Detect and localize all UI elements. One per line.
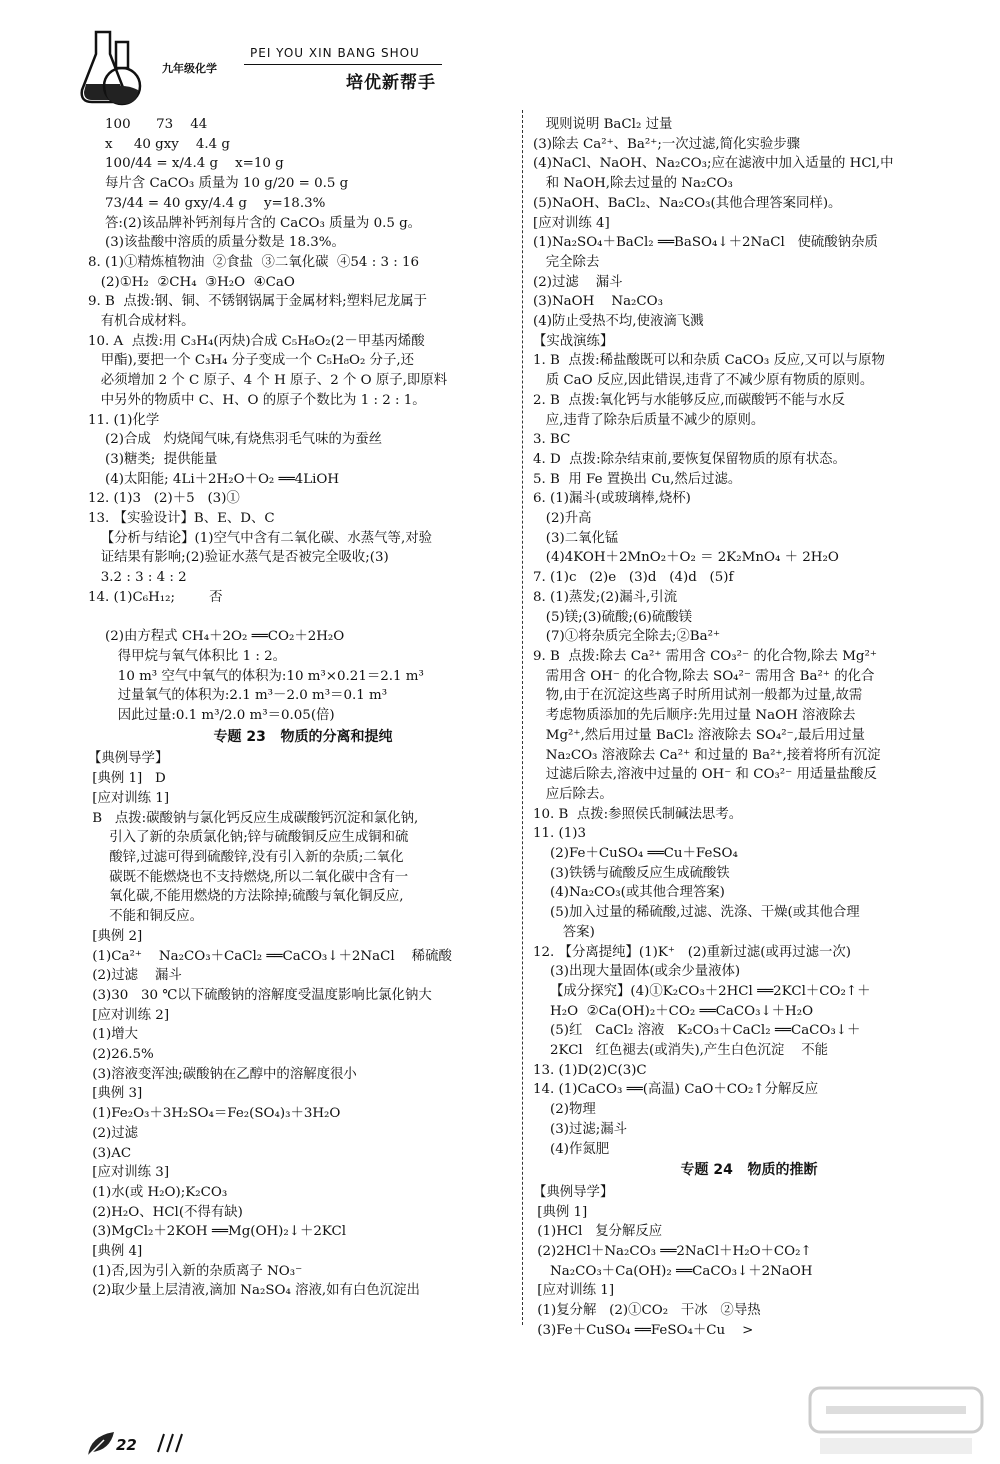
text-line: 氧化碳,不能用燃烧的方法除掉;硫酸与氧化铜反应, (88, 889, 404, 905)
text-line: (3)30 30 ℃以下硫酸钠的溶解度受温度影响比氯化钠大 (88, 987, 432, 1003)
text-line: 和 NaOH,除去过量的 Na₂CO₃ (533, 176, 733, 192)
section-heading: 专题 24 物质的推断 (680, 1162, 818, 1179)
text-line: [应对训练 4] (533, 215, 610, 231)
text-line: 有机合成材料。 (88, 314, 195, 330)
text-line: (5)NaOH、BaCl₂、Na₂CO₃(其他合理答案同样)。 (533, 195, 842, 211)
leaf-icon (86, 1430, 116, 1458)
text-line: (2)由方程式 CH₄＋2O₂ ══CO₂＋2H₂O (88, 629, 345, 645)
text-line: 2. B 点拨:氧化钙与水能够反应,而碳酸钙不能与水反 (533, 392, 845, 408)
text-line: (2)过滤 漏斗 (533, 274, 623, 290)
text-line: 酸锌,过滤可得到硫酸锌,没有引入新的杂质;二氧化 (88, 850, 404, 865)
text-line: 13. 【实验设计】B、E、D、C (88, 511, 275, 527)
text-line: 14. (1)C₆H₁₂; 否 (88, 589, 223, 605)
text-line: (5)镁;(3)硫酸;(6)硫酸镁 (533, 609, 693, 625)
text-line: 过滤后除去,溶液中过量的 OH⁻ 和 CO₃²⁻ 用适量盐酸反 (533, 767, 877, 783)
watermark-logo-icon (806, 1384, 986, 1458)
text-line: (2)取少量上层清液,滴加 Na₂SO₄ 溶液,如有白色沉淀出 (88, 1283, 420, 1299)
text-line: 6. (1)漏斗(或玻璃棒,烧杯) (533, 491, 691, 507)
text-line: (2)过滤 (88, 1125, 139, 1141)
text-line: [典例 1] D (88, 771, 166, 787)
text-line: 应,违背了除杂后质量不减少的原则。 (533, 412, 765, 428)
left-column (88, 115, 518, 1301)
right-column (533, 115, 965, 1341)
page-number: 22 (116, 1436, 137, 1454)
text-line: (3)除去 Ca²⁺、Ba²⁺;一次过滤,简化实验步骤 (533, 136, 800, 152)
text-line: 现则说明 BaCl₂ 过量 (533, 117, 673, 132)
text-line: (1)Fe₂O₃＋3H₂SO₄＝Fe₂(SO₄)₃＋3H₂O (88, 1106, 341, 1122)
text-line: (3)溶液变浑浊;碳酸钠在乙醇中的溶解度很小 (88, 1066, 357, 1082)
text-line: 过量氧气的体积为:2.1 m³－2.0 m³＝0.1 m³ (88, 688, 388, 704)
text-line: x 40 gxy 4.4 g (88, 136, 230, 152)
text-line (88, 608, 518, 628)
lab-flasks-icon (78, 28, 158, 108)
text-line: 答:(2)该品牌补钙剂每片含的 CaCO₃ 质量为 0.5 g。 (88, 215, 422, 231)
text-line: (4)Na₂CO₃(或其他合理答案) (533, 885, 725, 901)
text-line: (2)H₂O、HCl(不得有缺) (88, 1204, 243, 1220)
text-line: (4)防止受热不均,使液滴飞溅 (533, 314, 704, 330)
text-line: (3)出现大量固体(或余少量液体) (533, 964, 741, 980)
text-line: 73/44 = 40 gxy/4.4 g y=18.3% (88, 195, 326, 211)
text-line: 因此过量:0.1 m³/2.0 m³＝0.05(倍) (88, 708, 335, 724)
text-line: [典例 2] (88, 928, 143, 944)
text-line: (3)MgCl₂＋2KOH ══Mg(OH)₂↓＋2KCl (88, 1224, 347, 1240)
text-line: 引入了新的杂质氯化钠;锌与硫酸铜反应生成铜和硫 (88, 830, 409, 846)
text-line: 8. (1)①精炼植物油 ②食盐 ③二氧化碳 ④54 : 3 : 16 (88, 254, 420, 270)
slash-ornament-icon (150, 1432, 184, 1454)
text-line: 100/44 = x/4.4 g x=10 g (88, 156, 284, 172)
text-line: 甲酯),要把一个 C₃H₄ 分子变成一个 C₅H₈O₂ 分子,还 (88, 353, 415, 369)
text-line: 中另外的物质中 C、H、O 的原子个数比为 1 : 2 : 1。 (88, 392, 426, 408)
text-line: (2)①H₂ ②CH₄ ③H₂O ④CaO (88, 274, 295, 290)
series-title: 培优新帮手 (346, 73, 436, 93)
text-line: (3)该盐酸中溶质的质量分数是 18.3%。 (88, 235, 345, 251)
text-line: [应对训练 3] (88, 1165, 170, 1181)
text-line: 3. BC (533, 432, 571, 448)
header-rule (244, 64, 442, 65)
section-heading: 专题 23 物质的分离和提纯 (213, 728, 393, 745)
text-line: (4)太阳能; 4Li＋2H₂O＋O₂ ══4LiOH (88, 471, 340, 487)
text-line: 【分析与结论】(1)空气中含有二氧化碳、水蒸气等,对验 (88, 530, 432, 546)
text-line: 7. (1)c (2)e (3)d (4)d (5)f (533, 570, 734, 586)
text-line: H₂O ②Ca(OH)₂＋CO₂ ══CaCO₃↓＋H₂O (533, 1003, 814, 1019)
text-line: [典例 3] (88, 1086, 143, 1102)
text-line: (2)Fe＋CuSO₄ ══Cu＋FeSO₄ (533, 846, 738, 862)
text-line: (2)26.5% (88, 1047, 154, 1063)
text-line: 10 m³ 空气中氧气的体积为:10 m³×0.21＝2.1 m³ (88, 668, 424, 684)
text-line: (3)Fe＋CuSO₄ ══FeSO₄＋Cu > (533, 1322, 754, 1338)
column-divider (522, 110, 523, 1325)
text-line: (4)NaCl、NaOH、Na₂CO₃;应在滤液中加入适量的 HCl,中 (533, 156, 894, 172)
text-line: 完全除去 (533, 254, 600, 270)
text-line: 【实战演练】 (533, 333, 614, 349)
text-line: (1)水(或 H₂O);K₂CO₃ (88, 1184, 228, 1200)
text-line: (4)4KOH＋2MnO₂＋O₂ ＝ 2K₂MnO₄ ＋ 2H₂O (533, 550, 839, 566)
text-line: Na₂CO₃＋Ca(OH)₂ ══CaCO₃↓＋2NaOH (533, 1263, 813, 1279)
text-line: 1. B 点拨:稀盐酸既可以和杂质 CaCO₃ 反应,又可以与原物 (533, 353, 885, 369)
text-line: 14. (1)CaCO₃ ══(高温) CaO＋CO₂↑分解反应 (533, 1082, 819, 1098)
text-line: 答案) (533, 924, 595, 940)
text-line: 2KCl 红色褪去(或消失),产生白色沉淀 不能 (533, 1043, 829, 1059)
text-line: 12. (1)3 (2)＋5 (3)① (88, 491, 240, 507)
text-line: (2)合成 灼烧闻气味,有烧焦羽毛气味的为蚕丝 (88, 432, 383, 448)
text-line: 11. (1)3 (533, 826, 587, 842)
text-line: 12. 【分离提纯】(1)K⁺ (2)重新过滤(或再过滤一次) (533, 944, 852, 960)
text-line: 【成分探究】(4)①K₂CO₃＋2HCl ══2KCl＋CO₂↑＋ (533, 983, 871, 999)
text-line: Na₂CO₃ 溶液除去 Ca²⁺ 和过量的 Ba²⁺,接着将所有沉淀 (533, 747, 881, 763)
text-line: 8. (1)蒸发;(2)漏斗,引流 (533, 589, 678, 605)
text-line: 5. B 用 Fe 置换出 Cu,然后过滤。 (533, 471, 742, 487)
text-line: (3)糖类; 提供能量 (88, 451, 218, 467)
text-line: (3)过滤;漏斗 (533, 1121, 628, 1137)
text-line: 需用含 OH⁻ 的化合物,除去 SO₄²⁻ 需用含 Ba²⁺ 的化合 (533, 668, 875, 684)
text-line: (1)Ca²⁺ Na₂CO₃＋CaCl₂ ══CaCO₃↓＋2NaCl 稀硫酸 (88, 948, 452, 964)
text-line: (1)HCl 复分解反应 (533, 1224, 663, 1240)
text-line: (7)①将杂质完全除去;②Ba²⁺ (533, 629, 721, 645)
text-line: 9. B 点拨:钢、铜、不锈钢锅属于金属材料;塑料尼龙属于 (88, 294, 428, 310)
text-line: 10. A 点拨:用 C₃H₄(丙炔)合成 C₅H₈O₂(2－甲基丙烯酸 (88, 333, 425, 349)
text-line: Mg²⁺,然后用过量 BaCl₂ 溶液除去 SO₄²⁻,最后用过量 (533, 727, 865, 743)
text-line: 不能和铜反应。 (88, 909, 204, 925)
text-line: (1)增大 (88, 1027, 139, 1043)
text-line: 3.2 : 3 : 4 : 2 (88, 570, 187, 586)
text-line: (3)二氧化锰 (533, 530, 619, 546)
text-line: (3)铁锈与硫酸反应生成硫酸铁 (533, 865, 730, 881)
page-header (78, 28, 458, 108)
text-line: (2)过滤 漏斗 (88, 968, 182, 984)
text-line: 必须增加 2 个 C 原子、4 个 H 原子、2 个 O 原子,即原料 (88, 373, 448, 389)
text-line: 质 CaO 反应,因此错误,违背了不减少原有物质的原则。 (533, 373, 874, 389)
text-line: 4. D 点拨:除杂结束前,要恢复保留物质的原有状态。 (533, 451, 846, 467)
text-line: (2)2HCl＋Na₂CO₃ ══2NaCl＋H₂O＋CO₂↑ (533, 1244, 812, 1260)
text-line: (5)红 CaCl₂ 溶液 K₂CO₃＋CaCl₂ ══CaCO₃↓＋ (533, 1023, 861, 1039)
text-line: 13. (1)D(2)C(3)C (533, 1062, 647, 1078)
text-line: (3)NaOH Na₂CO₃ (533, 294, 664, 310)
text-line: (1)Na₂SO₄＋BaCl₂ ══BaSO₄↓＋2NaCl 使硫酸钠杂质 (533, 235, 878, 251)
text-line: 100 73 44 (88, 117, 208, 132)
text-line: (1)复分解 (2)①CO₂ 干冰 ②导热 (533, 1303, 761, 1319)
series-pinyin: PEI YOU XIN BANG SHOU (250, 46, 420, 60)
text-line: (4)作氮肥 (533, 1141, 610, 1157)
text-line: 得甲烷与氧气体积比 1 : 2。 (88, 648, 287, 664)
text-line: [应对训练 2] (88, 1007, 170, 1023)
text-line: 11. (1)化学 (88, 412, 160, 428)
text-line: (3)AC (88, 1145, 132, 1161)
text-line: 考虑物质添加的先后顺序:先用过量 NaOH 溶液除去 (533, 708, 856, 724)
grade-label: 九年级化学 (162, 62, 217, 75)
text-line: 物,由于在沉淀这些离子时所用试剂一般都为过量,故需 (533, 688, 863, 704)
text-line: 碳既不能燃烧也不支持燃烧,所以二氧化碳中含有一 (88, 869, 409, 885)
text-line: (1)否,因为引入新的杂质离子 NO₃⁻ (88, 1263, 303, 1279)
text-line: (5)加入过量的稀硫酸,过滤、洗涤、干燥(或其他合理 (533, 905, 860, 921)
text-line: 10. B 点拨:参照侯氏制碱法思考。 (533, 806, 743, 822)
text-line: B 点拨:碳酸钠与氯化钙反应生成碳酸钙沉淀和氯化钠, (88, 810, 419, 826)
text-line: 每片含 CaCO₃ 质量为 10 g/20 = 0.5 g (88, 176, 349, 192)
text-line: [典例 4] (88, 1244, 143, 1260)
text-line: [应对训练 1] (88, 790, 170, 806)
text-line: (2)物理 (533, 1102, 596, 1118)
text-line: 9. B 点拨:除去 Ca²⁺ 需用含 CO₃²⁻ 的化合物,除去 Mg²⁺ (533, 648, 877, 664)
text-line: 【典例导学】 (88, 751, 169, 767)
text-line: [典例 1] (533, 1204, 588, 1220)
text-line: 应后除去。 (533, 786, 613, 802)
text-line: (2)升高 (533, 511, 592, 527)
text-line: 【典例导学】 (533, 1184, 614, 1200)
text-line: [应对训练 1] (533, 1283, 615, 1299)
text-line: 证结果有影响;(2)验证水蒸气是否被完全吸收;(3) (88, 550, 389, 566)
